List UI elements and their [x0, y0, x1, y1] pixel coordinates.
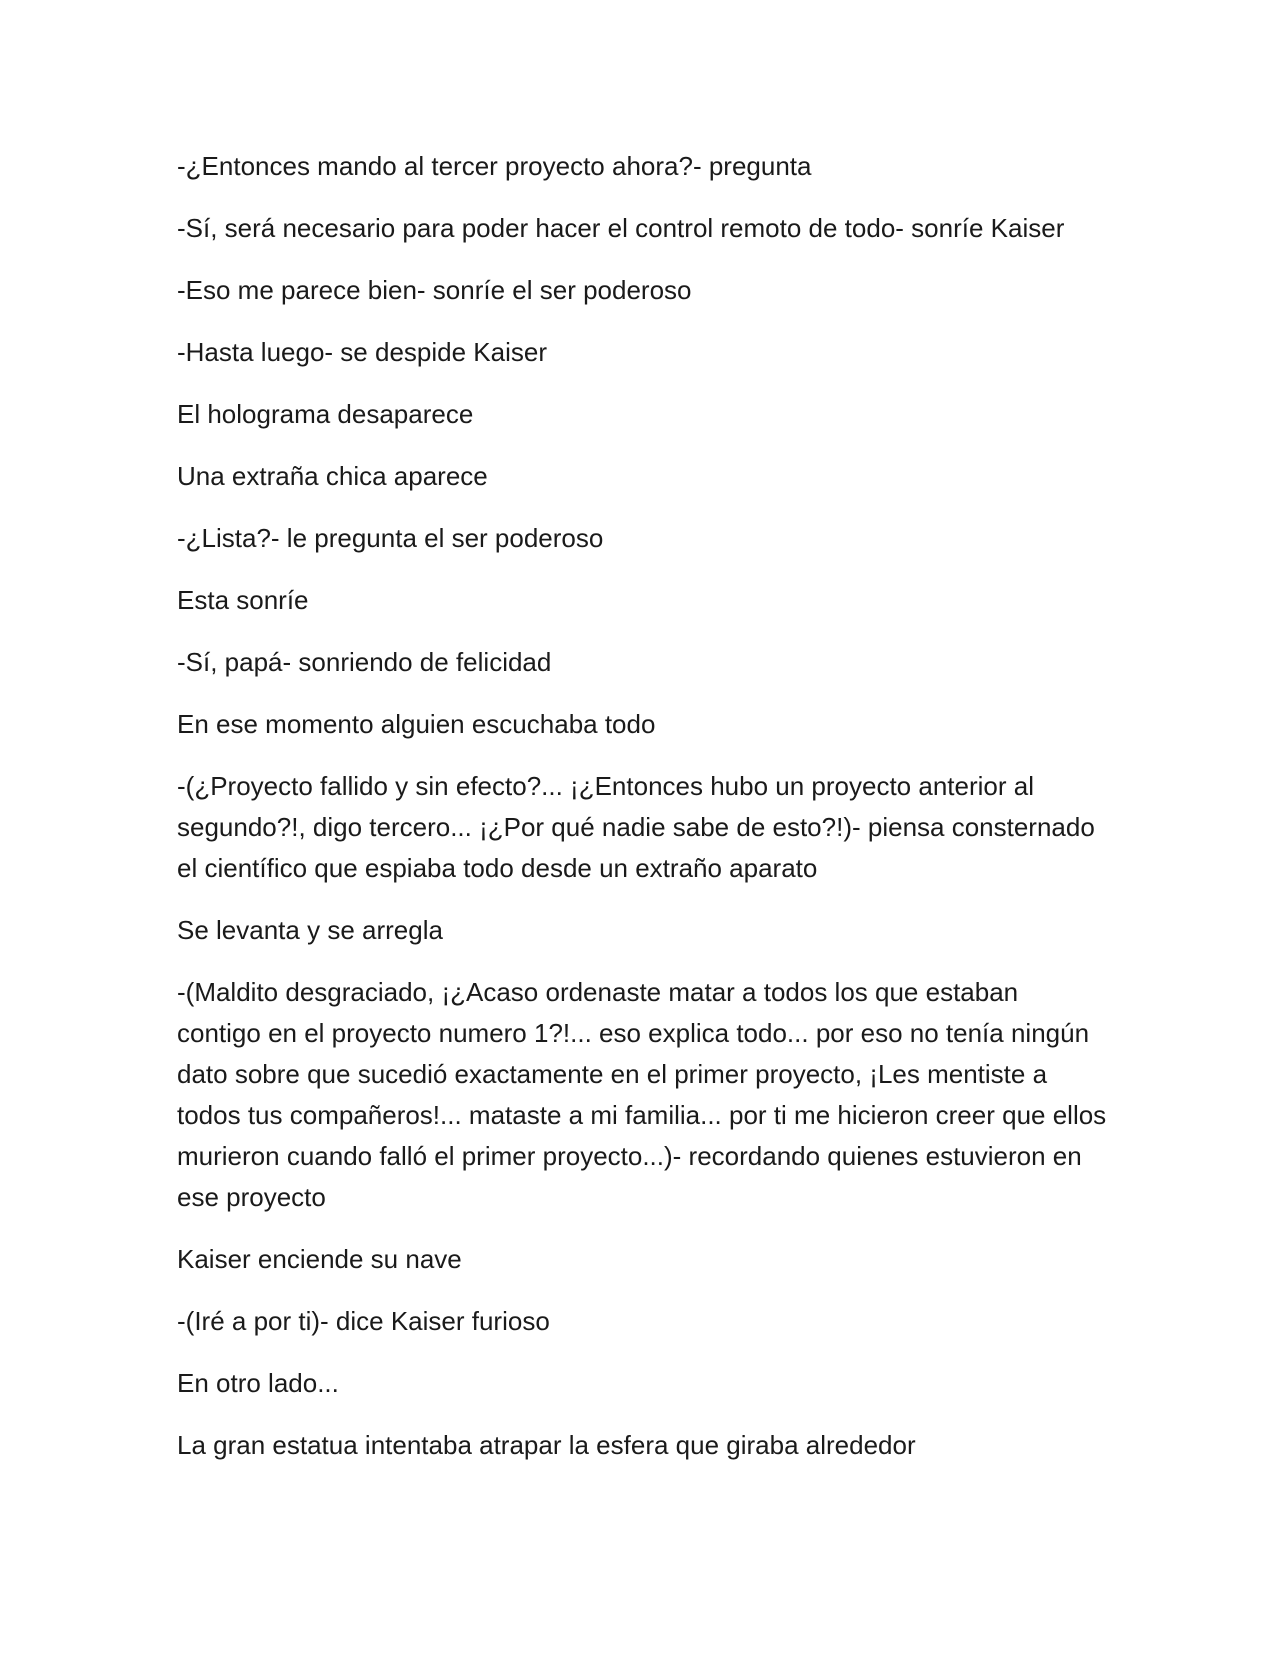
- paragraph: -Hasta luego- se despide Kaiser: [177, 337, 547, 367]
- paragraph: La gran estatua intentaba atrapar la esfera que giraba alrededor: [177, 1430, 916, 1460]
- paragraph: Se levanta y se arregla: [177, 915, 443, 945]
- document-body: [177, 146, 1107, 1487]
- paragraph: -Sí, papá- sonriendo de felicidad: [177, 647, 552, 677]
- paragraph: -(¿Proyecto fallido y sin efecto?... ¡¿Entonces hubo un proyecto anterior al segundo?!, digo tercero... ¡¿Por qué nadie sabe de esto?!)- piensa consternado el científico que espiaba todo desde un extraño aparato: [177, 771, 1095, 883]
- paragraph: -¿Entonces mando al tercer proyecto ahora?- pregunta: [177, 151, 812, 181]
- paragraph: -(Maldito desgraciado, ¡¿Acaso ordenaste matar a todos los que estaban contigo en el proyecto numero 1?!... eso explica todo... por eso no tenía ningún dato sobre que sucedió exactamente en el primer proyecto, ¡Les mentiste a todos tus compañeros!... mataste a mi familia... por ti me hicieron creer que ellos murieron cuando falló el primer proyecto...)- recordando quienes estuvieron en ese proyecto: [177, 977, 1107, 1212]
- paragraph: Kaiser enciende su nave: [177, 1244, 462, 1274]
- paragraph: En ese momento alguien escuchaba todo: [177, 709, 656, 739]
- paragraph: -Eso me parece bien- sonríe el ser poderoso: [177, 275, 692, 305]
- paragraph: En otro lado...: [177, 1368, 339, 1398]
- paragraph: Una extraña chica aparece: [177, 461, 488, 491]
- paragraph: -¿Lista?- le pregunta el ser poderoso: [177, 523, 604, 553]
- paragraph: -Sí, será necesario para poder hacer el control remoto de todo- sonríe Kaiser: [177, 213, 1065, 243]
- paragraph: Esta sonríe: [177, 585, 309, 615]
- paragraph: El holograma desaparece: [177, 399, 474, 429]
- paragraph: -(Iré a por ti)- dice Kaiser furioso: [177, 1306, 550, 1336]
